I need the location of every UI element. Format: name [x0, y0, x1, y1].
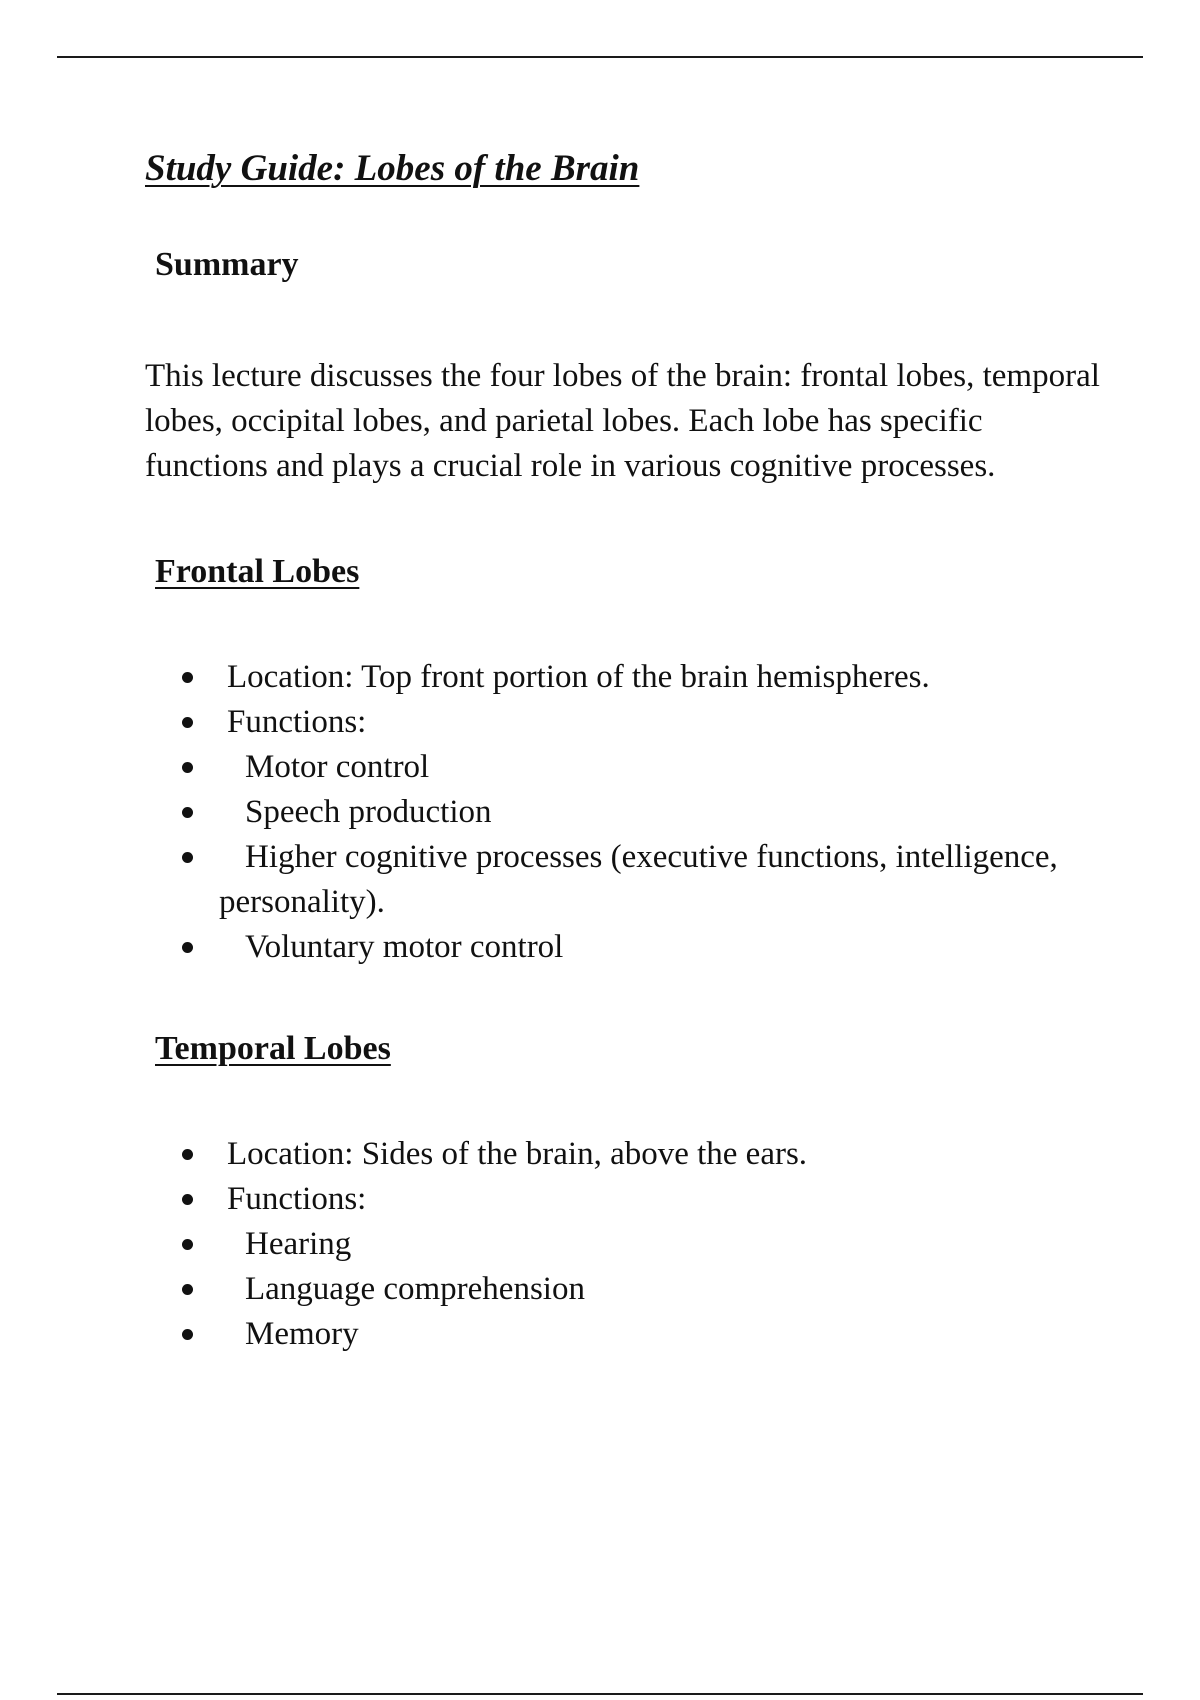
document-body [145, 140, 1105, 1357]
frontal-lobes-list [145, 655, 1105, 970]
list-item [145, 700, 1105, 745]
list-item-text: Functions: [227, 1181, 367, 1217]
list-item-text: Location: Sides of the brain, above the ears. [227, 1136, 808, 1172]
list-item-text: Voluntary motor control [245, 929, 564, 965]
list-item [145, 1222, 1105, 1267]
bullet-icon [182, 672, 193, 683]
temporal-lobes-list [145, 1132, 1105, 1357]
bullet-icon [182, 852, 193, 863]
summary-heading: Summary [155, 246, 299, 283]
bullet-icon [182, 1239, 193, 1250]
bullet-icon [182, 807, 193, 818]
list-item-text: Language comprehension [245, 1271, 585, 1307]
bullet-icon [182, 1329, 193, 1340]
list-item [145, 835, 1105, 925]
list-item [145, 1132, 1105, 1177]
list-item-text: Higher cognitive processes (executive functions, intelligence, personality). [219, 839, 1058, 920]
temporal-lobes-heading: Temporal Lobes [155, 1030, 391, 1067]
list-item [145, 1177, 1105, 1222]
list-item [145, 655, 1105, 700]
list-item [145, 790, 1105, 835]
bottom-rule [57, 1693, 1143, 1695]
frontal-lobes-heading: Frontal Lobes [155, 553, 360, 590]
list-item [145, 925, 1105, 970]
list-item [145, 1312, 1105, 1357]
bullet-icon [182, 1149, 193, 1160]
list-item [145, 1267, 1105, 1312]
summary-paragraph: This lecture discusses the four lobes of the brain: frontal lobes, temporal lobes, occipital lobes, and parietal lobes. Each lobe has specific functions and plays a crucial role in various cognitive processes. [145, 358, 1100, 484]
document-title: Study Guide: Lobes of the Brain [145, 148, 640, 189]
list-item-text: Location: Top front portion of the brain hemispheres. [227, 659, 930, 695]
list-item-text: Functions: [227, 704, 367, 740]
list-item-text: Motor control [245, 749, 430, 785]
bullet-icon [182, 717, 193, 728]
top-rule [57, 56, 1143, 58]
bullet-icon [182, 1194, 193, 1205]
list-item-text: Hearing [245, 1226, 352, 1262]
bullet-icon [182, 1284, 193, 1295]
list-item-text: Memory [245, 1316, 359, 1352]
list-item [145, 745, 1105, 790]
bullet-icon [182, 762, 193, 773]
list-item-text: Speech production [245, 794, 492, 830]
bullet-icon [182, 942, 193, 953]
